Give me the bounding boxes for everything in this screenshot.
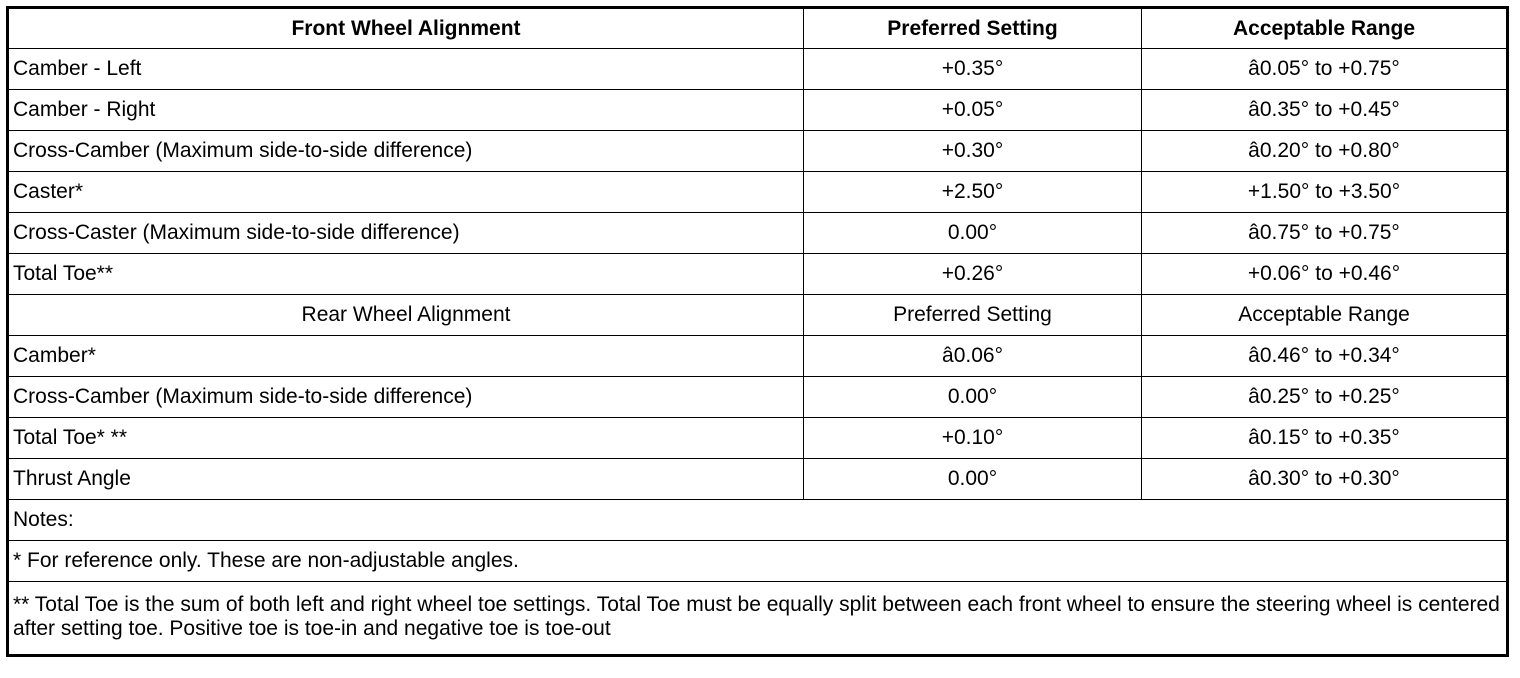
alignment-spec-table	[6, 6, 1509, 657]
table-row	[8, 49, 1508, 90]
notes-row	[8, 500, 1508, 541]
range-cell: â0.46° to +0.34°	[1142, 336, 1508, 377]
note-total-toe: ** Total Toe is the sum of both left and right wheel toe settings. Total Toe must be equally split between each front wheel to ensure the steering wheel is centered after setting toe. Positive toe is toe-in and negative toe is toe-out	[8, 582, 1508, 656]
notes-heading: Notes:	[8, 500, 1508, 541]
range-cell: â0.25° to +0.25°	[1142, 377, 1508, 418]
range-cell: +1.50° to +3.50°	[1142, 172, 1508, 213]
parameter-cell: Camber*	[8, 336, 804, 377]
preferred-cell: 0.00°	[804, 459, 1142, 500]
parameter-cell: Caster*	[8, 172, 804, 213]
parameter-cell: Cross-Camber (Maximum side-to-side difference)	[8, 377, 804, 418]
table-row	[8, 377, 1508, 418]
parameter-cell: Cross-Caster (Maximum side-to-side difference)	[8, 213, 804, 254]
notes-row	[8, 541, 1508, 582]
range-cell: â0.35° to +0.45°	[1142, 90, 1508, 131]
table-row	[8, 459, 1508, 500]
rear-header-preferred: Preferred Setting	[804, 295, 1142, 336]
preferred-cell: +0.05°	[804, 90, 1142, 131]
range-cell: â0.75° to +0.75°	[1142, 213, 1508, 254]
notes-row	[8, 582, 1508, 656]
front-header-parameter: Front Wheel Alignment	[8, 8, 804, 49]
table-row	[8, 90, 1508, 131]
range-cell: â0.20° to +0.80°	[1142, 131, 1508, 172]
front-header-range: Acceptable Range	[1142, 8, 1508, 49]
parameter-cell: Total Toe* **	[8, 418, 804, 459]
table-row	[8, 254, 1508, 295]
rear-header-range: Acceptable Range	[1142, 295, 1508, 336]
preferred-cell: +0.35°	[804, 49, 1142, 90]
preferred-cell: +0.26°	[804, 254, 1142, 295]
table-row	[8, 213, 1508, 254]
preferred-cell: â0.06°	[804, 336, 1142, 377]
preferred-cell: 0.00°	[804, 377, 1142, 418]
table-row	[8, 336, 1508, 377]
parameter-cell: Camber - Left	[8, 49, 804, 90]
rear-header-row	[8, 295, 1508, 336]
range-cell: â0.05° to +0.75°	[1142, 49, 1508, 90]
range-cell: +0.06° to +0.46°	[1142, 254, 1508, 295]
preferred-cell: +0.10°	[804, 418, 1142, 459]
preferred-cell: +2.50°	[804, 172, 1142, 213]
table-row	[8, 418, 1508, 459]
preferred-cell: 0.00°	[804, 213, 1142, 254]
range-cell: â0.30° to +0.30°	[1142, 459, 1508, 500]
parameter-cell: Cross-Camber (Maximum side-to-side difference)	[8, 131, 804, 172]
table-row	[8, 131, 1508, 172]
preferred-cell: +0.30°	[804, 131, 1142, 172]
range-cell: â0.15° to +0.35°	[1142, 418, 1508, 459]
front-header-row	[8, 8, 1508, 49]
parameter-cell: Total Toe**	[8, 254, 804, 295]
front-header-preferred: Preferred Setting	[804, 8, 1142, 49]
note-reference-only: * For reference only. These are non-adjustable angles.	[8, 541, 1508, 582]
table-row	[8, 172, 1508, 213]
rear-header-parameter: Rear Wheel Alignment	[8, 295, 804, 336]
parameter-cell: Thrust Angle	[8, 459, 804, 500]
parameter-cell: Camber - Right	[8, 90, 804, 131]
